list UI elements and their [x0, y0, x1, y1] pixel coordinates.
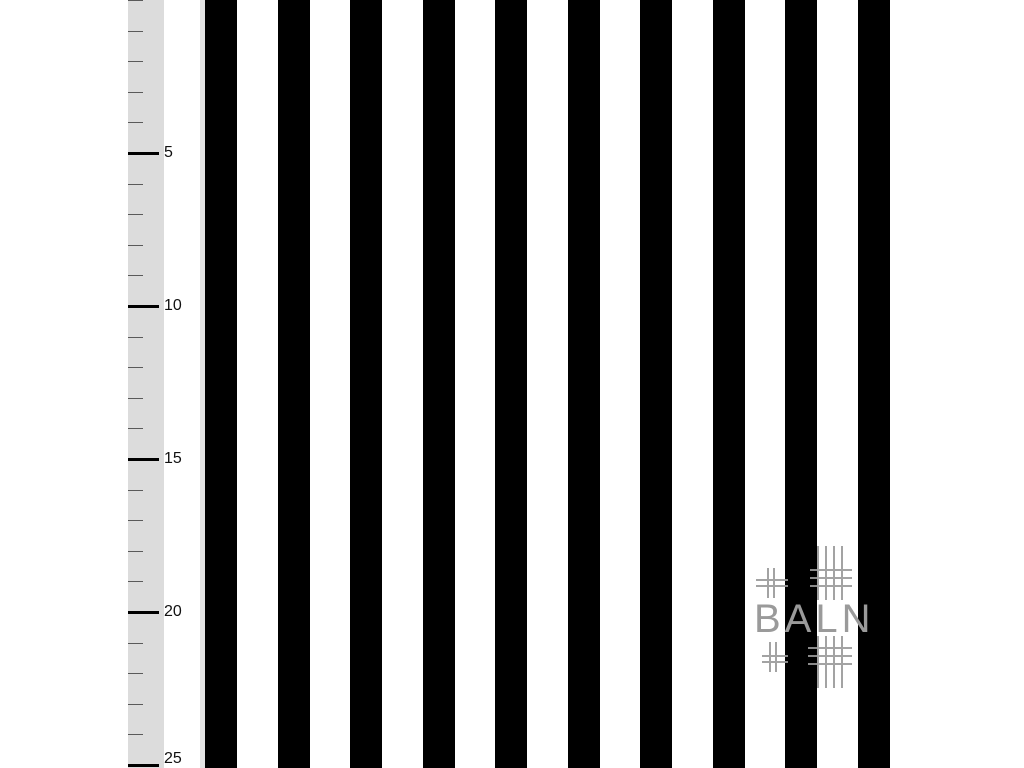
ruler-minor-tick: [128, 245, 143, 246]
measuring-ruler: [128, 0, 164, 768]
ruler-label: 15: [164, 450, 182, 467]
ruler-minor-tick: [128, 61, 143, 62]
ruler-minor-tick: [128, 0, 143, 1]
ruler-minor-tick: [128, 122, 143, 123]
ruler-major-tick: [128, 764, 159, 767]
ruler-minor-tick: [128, 704, 143, 705]
ruler-minor-tick: [128, 398, 143, 399]
ruler-minor-tick: [128, 337, 143, 338]
ruler-major-tick: [128, 458, 159, 461]
watermark-text: BALN: [754, 597, 875, 641]
ruler-minor-tick: [128, 184, 143, 185]
ruler-minor-tick: [128, 428, 143, 429]
ruler-label: 5: [164, 144, 173, 161]
ruler-label: 10: [164, 297, 182, 314]
ruler-minor-tick: [128, 551, 143, 552]
fabric-stripe: [568, 0, 600, 768]
fabric-stripe: [858, 0, 890, 768]
ruler-label: 25: [164, 750, 182, 767]
fabric-stripe: [640, 0, 672, 768]
brand-watermark: [748, 540, 875, 690]
fabric-stripe: [205, 0, 237, 768]
fabric-stripe: [278, 0, 310, 768]
ruler-minor-tick: [128, 490, 143, 491]
ruler-minor-tick: [128, 367, 143, 368]
ruler-minor-tick: [128, 520, 143, 521]
ruler-minor-tick: [128, 734, 143, 735]
ruler-major-tick: [128, 152, 159, 155]
ruler-label: 20: [164, 603, 182, 620]
ruler-minor-tick: [128, 214, 143, 215]
ruler-major-tick: [128, 305, 159, 308]
ruler-minor-tick: [128, 31, 143, 32]
ruler-minor-tick: [128, 581, 143, 582]
ruler-minor-tick: [128, 643, 143, 644]
fabric-stripe: [423, 0, 455, 768]
ruler-minor-tick: [128, 92, 143, 93]
fabric-stripe: [350, 0, 382, 768]
fabric-stripe: [495, 0, 527, 768]
fabric-stripe: [713, 0, 745, 768]
ruler-minor-tick: [128, 673, 143, 674]
ruler-minor-tick: [128, 275, 143, 276]
ruler-major-tick: [128, 611, 159, 614]
